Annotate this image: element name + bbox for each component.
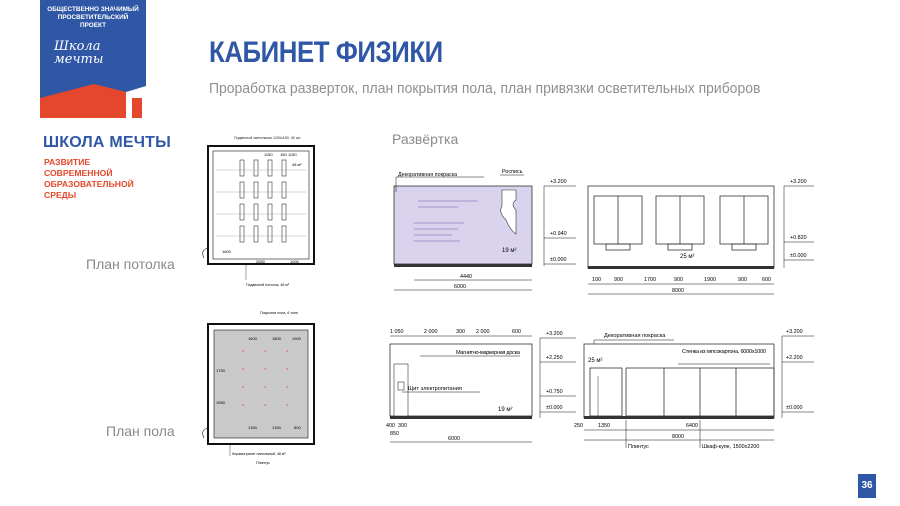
ceiling-dim-bottom-3: 1000 <box>290 259 299 264</box>
svg-text:^: ^ <box>264 404 267 410</box>
elev2-area: 25 м² <box>680 254 695 260</box>
elev3-label-shield: Щит электропитания <box>408 386 462 392</box>
floor-dim-bottom-1: 1350 <box>248 425 257 430</box>
elev2-dim-4: 900 <box>674 277 683 283</box>
floor-dim-bottom-2: 1350 <box>272 425 281 430</box>
elev3-dim-bottom-3: 850 <box>390 431 399 437</box>
ceiling-header: Подвесной светильник 1200х150, 40 шт. <box>234 136 301 140</box>
svg-text:^: ^ <box>286 350 289 356</box>
elev3-dim-total: 6000 <box>448 436 460 442</box>
elev2-dim-5: 1900 <box>704 277 716 283</box>
elev4-dim-1: 250 <box>574 423 583 429</box>
elev1-area: 19 м² <box>502 248 517 254</box>
elev1-dim-inner: 4440 <box>460 274 472 280</box>
elev1-level-top: +3.200 <box>550 179 567 185</box>
project-logo <box>40 0 146 118</box>
elev3-label-board: Магнитно-маркерная доска <box>456 350 520 356</box>
svg-text:^: ^ <box>264 368 267 374</box>
ceiling-plan-drawing <box>196 130 326 300</box>
ceiling-dim-bottom-1: 1600 <box>222 249 231 254</box>
elev4-level-zero: ±0.000 <box>786 405 803 411</box>
elev2-dim-7: 600 <box>762 277 771 283</box>
elevation-4-drawing <box>570 324 816 454</box>
logo-script-text: Школа мечты <box>54 39 104 67</box>
page-subtitle: Проработка разверток, план покрытия пола, план привязки осветительных приборов <box>209 80 761 97</box>
ceiling-dim-top-2: 150 <box>280 152 287 157</box>
elev3-dim-top-4: 2 000 <box>476 329 490 335</box>
elev3-level-4: ±0.000 <box>546 405 563 411</box>
elev3-dim-bottom-2: 300 <box>398 423 407 429</box>
floor-dim-bottom-3: 800 <box>294 425 301 430</box>
elev1-level-mid: +0.940 <box>550 231 567 237</box>
elev4-dim-total: 8000 <box>672 434 684 440</box>
floor-dim-top-3: 1900 <box>292 336 301 341</box>
elev3-level-1: +3.200 <box>546 331 563 337</box>
house-icon <box>40 84 146 118</box>
elev1-label-mural: Роспись <box>502 169 523 175</box>
elev3-level-2: +2.250 <box>546 355 563 361</box>
svg-text:^: ^ <box>264 386 267 392</box>
floor-note: Керамогранит напольный, 48 м² <box>232 452 286 456</box>
elev2-dim-3: 1700 <box>644 277 656 283</box>
ceiling-dim-top-3: 1150 <box>288 152 297 157</box>
svg-text:^: ^ <box>286 404 289 410</box>
elevation-1-drawing <box>384 162 580 296</box>
svg-text:^: ^ <box>242 386 245 392</box>
floor-dim-left-1: 1750 <box>216 368 225 373</box>
elevation-2-drawing <box>584 172 816 296</box>
brand-title: ШКОЛА МЕЧТЫ <box>43 134 171 151</box>
elev4-dim-2: 1350 <box>598 423 610 429</box>
svg-text:^: ^ <box>264 350 267 356</box>
floor-dim-left-2: 1550 <box>216 400 225 405</box>
elev4-level-top: +3.200 <box>786 329 803 335</box>
ceiling-plan-label: План потолка <box>86 256 175 272</box>
elev4-label-paint: Декоративная покраска <box>604 333 666 339</box>
svg-text:^: ^ <box>242 404 245 410</box>
elev2-level-mid: +0.820 <box>790 235 807 241</box>
elev3-dim-top-3: 300 <box>456 329 465 335</box>
ceiling-dim-top-1: 1150 <box>264 152 273 157</box>
brand-subtitle: РАЗВИТИЕ СОВРЕМЕННОЙ ОБРАЗОВАТЕЛЬНОЙ СРЕДЫ <box>44 157 134 200</box>
elev3-dim-top-1: 1 050 <box>390 329 404 335</box>
floor-covering <box>214 330 308 438</box>
elev2-dim-6: 900 <box>738 277 747 283</box>
elev3-dim-top-2: 2 000 <box>424 329 438 335</box>
elevation-3-drawing <box>380 324 580 448</box>
elev1-label-paint: Декоративная покраска <box>398 172 458 178</box>
elev4-label-base: Плинтус <box>628 444 649 450</box>
elev1-dim-total: 6000 <box>454 284 466 290</box>
page-title: КАБИНЕТ ФИЗИКИ <box>209 36 443 69</box>
ceiling-note: Подвесной потолок, 48 м² <box>246 283 290 287</box>
elev2-dim-1: 100 <box>592 277 601 283</box>
svg-text:^: ^ <box>286 386 289 392</box>
floor-plan-label: План пола <box>106 423 175 439</box>
elev4-dim-3: 6400 <box>686 423 698 429</box>
floor-dim-top-2: 1800 <box>272 336 281 341</box>
elev4-label-panel: Стенка из гипсокартона, 6000x1000 <box>682 349 766 355</box>
floor-note-2: Плинтус <box>256 461 270 465</box>
elev2-level-top: +3.200 <box>790 179 807 185</box>
floor-plan-drawing <box>196 306 326 468</box>
elev3-level-3: +0.750 <box>546 389 563 395</box>
elev4-level-mid: +2.200 <box>786 355 803 361</box>
svg-text:^: ^ <box>242 368 245 374</box>
ceiling-dim-bottom-2: 2650 <box>256 259 265 264</box>
elev2-dim-total: 8000 <box>672 288 684 294</box>
elev2-level-zero: ±0.000 <box>790 253 807 259</box>
floor-dim-top-1: 1600 <box>248 336 257 341</box>
elev4-area: 25 м² <box>588 358 603 364</box>
elev3-dim-bottom-1: 400 <box>386 423 395 429</box>
floor-header: Покрытие пола, 6 тонн <box>260 311 298 315</box>
svg-text:^: ^ <box>242 350 245 356</box>
elev3-area: 19 м² <box>498 407 513 413</box>
svg-text:^: ^ <box>286 368 289 374</box>
ceiling-area: 48 м² <box>292 162 302 167</box>
elev3-dim-top-5: 600 <box>512 329 521 335</box>
elevation-label: Развёртка <box>392 131 459 147</box>
page-number-badge: 36 <box>858 474 876 498</box>
elev2-dim-2: 900 <box>614 277 623 283</box>
project-label: ОБЩЕСТВЕННО ЗНАЧИМЫЙ ПРОСВЕТИТЕЛЬСКИЙ ПРОЕКТ <box>47 6 139 29</box>
elev1-level-zero: ±0.000 <box>550 257 567 263</box>
elev4-label-cabinet: Шкаф-купе, 1500x2200 <box>702 444 760 450</box>
